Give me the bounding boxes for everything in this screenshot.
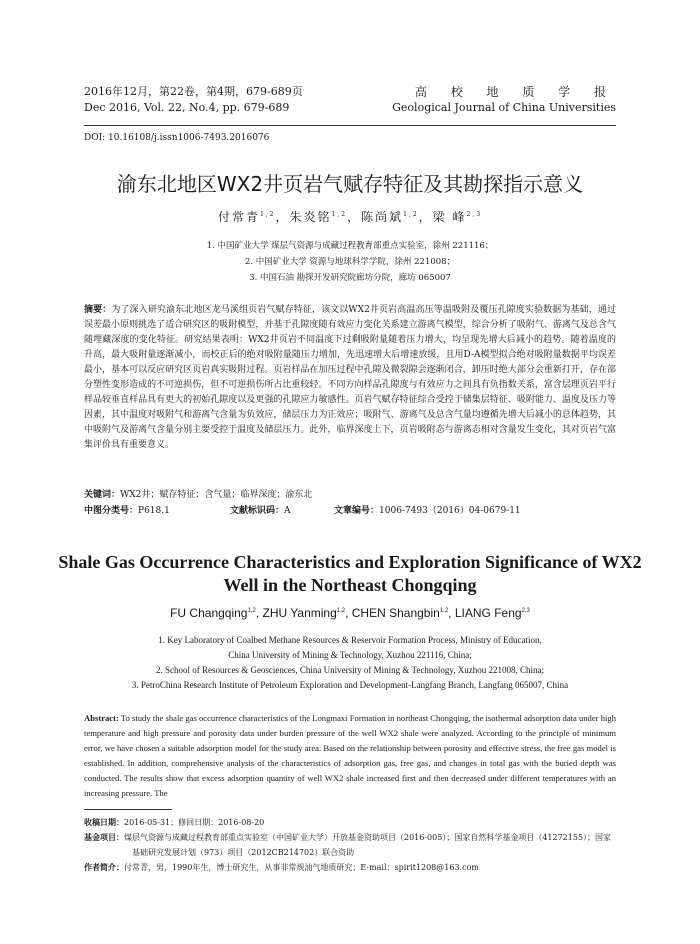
abstract-en [84, 711, 616, 801]
en-author-name: CHEN Shangbin [351, 606, 440, 620]
article-number: 文章编号：1006-7493（2016）04-0679-11 [334, 506, 521, 516]
cn-author-affil-mark: 1,2 [403, 211, 419, 218]
abstract-en-text: To study the shale gas occurrence characteristics of the Longmaxi Formation in northeast Chongqing, the isothermal adsorption data under high temperature and high pressure and porosity data under burden pressure of the well WX2 shale were analyzed. According to the principle of minimum error, we have chosen a suitable adsorption model for the study area. Based on the relationship between porosity and effective stress, the free gas model is established. In addition, comprehensive analysis of the characteristics of adsorption gas, free gas, and changes in total gas with the buried depth was conducted. The results show that excess adsorption quantity of well WX2 shale increased first and then decreased under different temperatures with an increasing pressure. The [84, 713, 616, 798]
en-author-separator: , [448, 606, 455, 620]
received-date: 收稿日期：2016-05-31；修回日期：2016-08-20 [84, 818, 265, 827]
affiliation-en-line: 1. Key Laboratory of Coalbed Methane Resources & Reservoir Formation Process, Ministry of Education, [158, 635, 542, 645]
abstract-cn-text: 为了深入研究渝东北地区龙马溪组页岩气赋存特征，该文以WX2井页岩高温高压等温吸附及覆压孔隙度实验数据为基础，通过误差最小原则挑选了适合研究区的吸附模型，并基于孔隙度随有效应力变化关系建立游离气模型，综合分析了吸附气、游离气及总含气随埋藏深度的变化特征。研究结果表明：WX2井页岩不同温度下过剩吸附量随着压力增大，均呈现先增大后减小的趋势。随着温度的升高，最大吸附量逐渐减小，而校正后的绝对吸附量随压力增加，先迅速增大后增速放缓，且用D-A模型拟合绝对吸附量数据平均误差最小，基本可以反应研究区页岩真实吸附过程。页岩样品在加压过程中孔隙及微裂隙会逐渐闭合，卸压时绝大部分会重新打开，存在部分塑性变形造成的不可逆损伤，但不可逆损伤所占比重较轻。不同方向样品孔隙度与有效应力之间具有负指数关系，富含层理页岩平行样品较垂直样品具有更大的初始孔隙度以及更强的孔隙应力敏感性。页岩气赋存特征综合受控于储集层特征、吸附能力、温度及压力等因素，其中温度对吸附气和游离气含量为负效应，储层压力为正效应；吸附气、游离气及总含气量均遵循先增大后减小的总体趋势，其中吸附气及游离气含量分别主要受控于温度及储层压力。此外，临界深度上下，页岩吸附态与游离态相对含量发生变化，其对页岩气富集评价具有重要意义。 [84, 305, 616, 450]
affiliation-cn-line: 2. 中国矿业大学 资源与地球科学学院，徐州 221008； [244, 257, 456, 267]
cn-author-affil-mark: 1,2 [331, 211, 348, 218]
cn-author-name: 付常青 [217, 210, 260, 224]
classification-row [84, 504, 616, 518]
title-en: Shale Gas Occurrence Characteristics and Exploration Significance of WX2 Well in the Northeast Chongqing [58, 552, 642, 595]
affiliation-en-line: 2. School of Resources & Geosciences, China University of Mining & Technology, Xuzhou 221008, China; [155, 665, 545, 675]
cn-author-name: 梁 峰 [432, 210, 467, 224]
citation-en: Dec 2016, Vol. 22, No.4, pp. 679-689 [84, 101, 290, 114]
author-bio: 作者简介：付常青，男，1990年生，博士研究生，从事非常规油气地质研究；E-mail：spirit1208@163.com [84, 863, 479, 872]
journal-name-en: Geological Journal of China Universities [392, 101, 616, 114]
authors-cn [40, 208, 660, 225]
footnotes [84, 815, 616, 875]
en-author-name: ZHU Yanming [262, 606, 337, 620]
cn-author-separator: ， [418, 210, 433, 224]
cn-author-separator: ， [347, 210, 362, 224]
authors-en [40, 606, 660, 620]
abstract-en-label: Abstract: [84, 713, 119, 723]
en-author-separator: , [345, 606, 352, 620]
abstract-cn-label: 摘要： [84, 305, 112, 315]
journal-block [392, 84, 616, 116]
affiliation-cn-line: 1. 中国矿业大学 煤层气资源与成藏过程教育部重点实验室，徐州 221116； [206, 241, 494, 251]
keywords-cn-text: WX2井；赋存特征；含气量；临界深度；渝东北 [120, 490, 313, 500]
footnote-divider [84, 809, 172, 810]
document-code: 文献标识码：A [230, 506, 291, 516]
cn-author-affil-mark: 2,3 [466, 211, 483, 218]
affiliation-en-line: China University of Mining & Technology, Xuzhou 221116, China; [228, 650, 472, 660]
en-author-affil-mark: 1,2 [439, 608, 449, 614]
funding: 基金项目：煤层气资源与成藏过程教育部重点实验室（中国矿业大学）开放基金资助项目（2016-005）；国家自然科学基金项目（41272155）；国家 [84, 833, 612, 842]
funding-cont: 基础研究发展计划（973）项目（2012CB214702）联合资助 [132, 848, 355, 857]
affiliations-en [60, 633, 640, 693]
citation-block [84, 84, 303, 116]
clc-code: 中图分类号：P618.1 [84, 506, 170, 516]
en-author-separator: , [255, 606, 263, 620]
header-divider [84, 125, 616, 126]
citation-cn: 2016年12月，第22卷，第4期，679-689页 [84, 85, 303, 98]
en-author-name: FU Changqing [170, 606, 248, 620]
cn-author-name: 朱炎铭 [289, 210, 332, 224]
running-header [84, 84, 616, 124]
en-author-affil-mark: 1,2 [247, 608, 256, 614]
en-author-affil-mark: 1,2 [336, 608, 346, 614]
cn-author-name: 陈尚斌 [361, 210, 404, 224]
cn-author-affil-mark: 1,2 [259, 211, 276, 218]
journal-name-cn: 高 校 地 质 学 报 [414, 85, 616, 99]
cn-author-separator: ， [275, 210, 290, 224]
affiliation-en-line: 3. PetroChina Research Institute of Petroleum Exploration and Development-Langfang Branch, Langfang 065007, China [131, 680, 569, 690]
keywords-cn-label: 关键词： [84, 490, 121, 500]
keywords-cn [84, 488, 616, 502]
abstract-cn [84, 303, 616, 453]
en-author-affil-mark: 2,3 [521, 608, 530, 614]
title-cn: 渝东北地区WX2井页岩气赋存特征及其勘探指示意义 [116, 172, 584, 196]
doi: DOI: 10.16108/j.issn1006-7493.2016076 [84, 133, 270, 143]
affiliations-cn [60, 238, 640, 286]
en-author-name: LIANG Feng [454, 606, 522, 620]
affiliation-cn-line: 3. 中国石油 勘探开发研究院廊坊分院，廊坊 065007 [249, 273, 451, 283]
